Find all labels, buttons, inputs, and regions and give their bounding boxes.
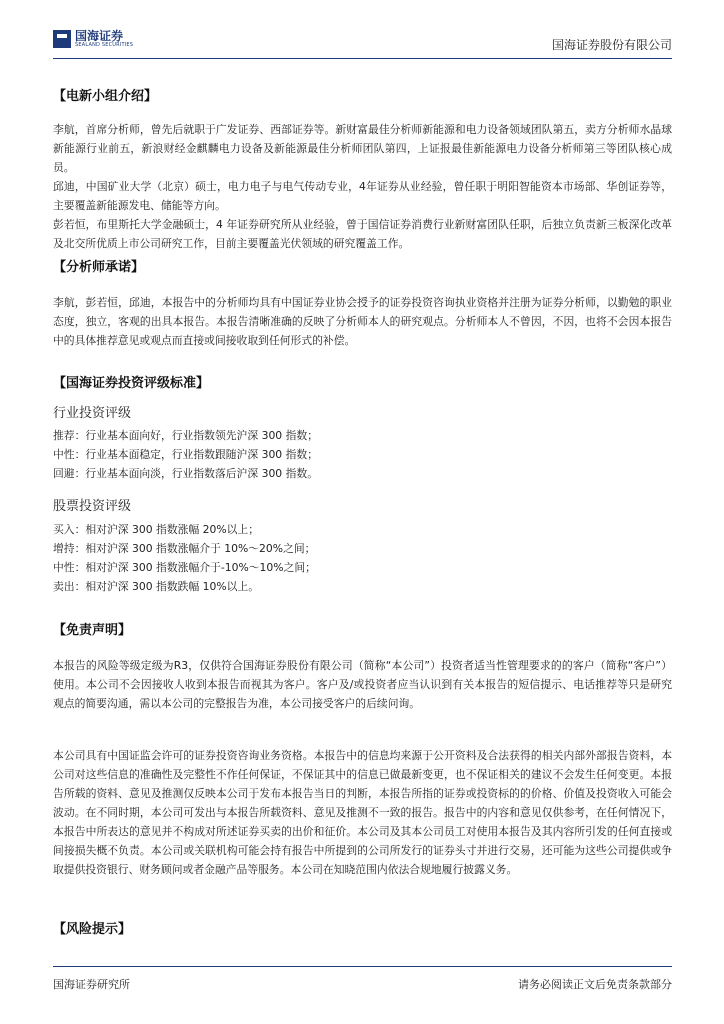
section-title-rating: 【国海证券投资评级标准】 — [53, 376, 210, 391]
section-title-team: 【电新小组介绍】 — [53, 89, 158, 104]
industry-rating-item: 推荐：行业基本面向好，行业指数领先沪深 300 指数； — [53, 429, 319, 442]
industry-rating-item: 中性：行业基本面稳定，行业指数跟随沪深 300 指数； — [53, 448, 319, 461]
disclaimer-paragraph-2: 本公司具有中国证监会许可的证券投资咨询业务资格。本报告中的信息均来源于公开资料及合法获得的相关内部外部报告资料，本公司对这些信息的准确性及完整性不作任何保证，不保证其中的信息已做最新变更，也不保证相关的建议不会发生任何变更。本报告所载的资料、意见及推测仅反映本公司于发布本报告当日的判断，本报告所指的证券或投资标的的价格、价值及投资收入可能会波动。在不同时期，本公司可发出与本报告所载资料、意见及推测不一致的报告。报告中的内容和意见仅供参考，在任何情况下，本报告中所表达的意见并不构成对所述证券买卖的出价和征价。本公司及其本公司员工对使用本报告及其内容所引发的任何直接或间接损失概不负责。本公司或关联机构可能会持有报告中所提到的公司所发行的证券头寸并进行交易，还可能为这些公司提供或争取提供投资银行、财务顾问或者金融产品等服务。本公司在知晓范围内依法合规地履行披露义务。 — [53, 749, 672, 876]
stock-rating-title: 股票投资评级 — [53, 499, 132, 514]
stock-rating-item: 增持：相对沪深 300 指数涨幅介于 10%～20%之间； — [53, 542, 316, 555]
stock-rating-item: 中性：相对沪深 300 指数涨幅介于-10%～10%之间； — [53, 561, 316, 574]
disclaimer-paragraph-1: 本报告的风险等级定级为R3，仅供符合国海证券股份有限公司（简称“本公司”）投资者适当性管理要求的的客户（简称“客户”）使用。本公司不会因接收人收到本报告而视其为客户。客户及/或投资者应当认识到有关本报告的短信提示、电话推荐等只是研究观点的简要沟通，需以本公司的完整报告为准，本公司接受客户的后续问询。 — [53, 659, 672, 710]
industry-rating-title: 行业投资评级 — [53, 406, 132, 421]
team-member-paragraph: 彭若恒，布里斯托大学金融硕士，4 年证券研究所从业经验，曾于国信证券消费行业新财富团队任职，后独立负责新三板深化改革及北交所优质上市公司研究工作，目前主要覆盖光伏领域的研究覆盖工作。 — [53, 218, 672, 250]
section-title-disclaimer: 【免责声明】 — [53, 623, 132, 638]
section-title-risk: 【风险提示】 — [53, 922, 132, 937]
team-intro — [53, 120, 672, 253]
logo-text: 国海证券 — [75, 29, 124, 43]
company-logo — [53, 30, 133, 48]
footer-notice: 请务必阅读正文后免责条款部分 — [518, 978, 672, 991]
team-member-paragraph: 邱迪，中国矿业大学（北京）硕士，电力电子与电气传动专业，4年证券从业经验，曾任职于明阳智能资本市场部、华创证券等，主要覆盖新能源发电、储能等方向。 — [53, 180, 672, 212]
logo-subtext: SEALAND SECURITIES — [75, 42, 134, 48]
page-footer — [53, 966, 672, 997]
team-member-paragraph: 李航，首席分析师，曾先后就职于广发证券、西部证券等。新财富最佳分析师新能源和电力设备领域团队第五，卖方分析师水晶球新能源行业前五，新浪财经金麒麟电力设备及新能源最佳分析师团队第四，上证报最佳新能源电力设备分析师第三等团队核心成员。 — [53, 123, 672, 174]
industry-rating-list — [53, 426, 318, 483]
stock-rating-item: 买入：相对沪深 300 指数涨幅 20%以上； — [53, 523, 260, 536]
analyst-promise-text: 李航，彭若恒，邱迪，本报告中的分析师均具有中国证券业协会授予的证券投资咨询执业资格并注册为证券分析师，以勤勉的职业态度，独立，客观的出具本报告。本报告清晰准确的反映了分析师本人的研究观点。分析师本人不曾因，不因，也将不会因本报告中的具体推荐意见或观点而直接或间接收取到任何形式的补偿。 — [53, 296, 672, 347]
page-header — [53, 28, 672, 59]
footer-institute: 国海证券研究所 — [53, 978, 130, 991]
stock-rating-item: 卖出：相对沪深 300 指数跌幅 10%以上。 — [53, 580, 260, 593]
logo-mark-icon — [53, 30, 71, 48]
section-title-promise: 【分析师承诺】 — [53, 260, 145, 275]
stock-rating-list — [53, 520, 316, 596]
industry-rating-item: 回避：行业基本面向淡，行业指数落后沪深 300 指数。 — [53, 467, 319, 480]
header-company-name: 国海证券股份有限公司 — [551, 38, 672, 52]
